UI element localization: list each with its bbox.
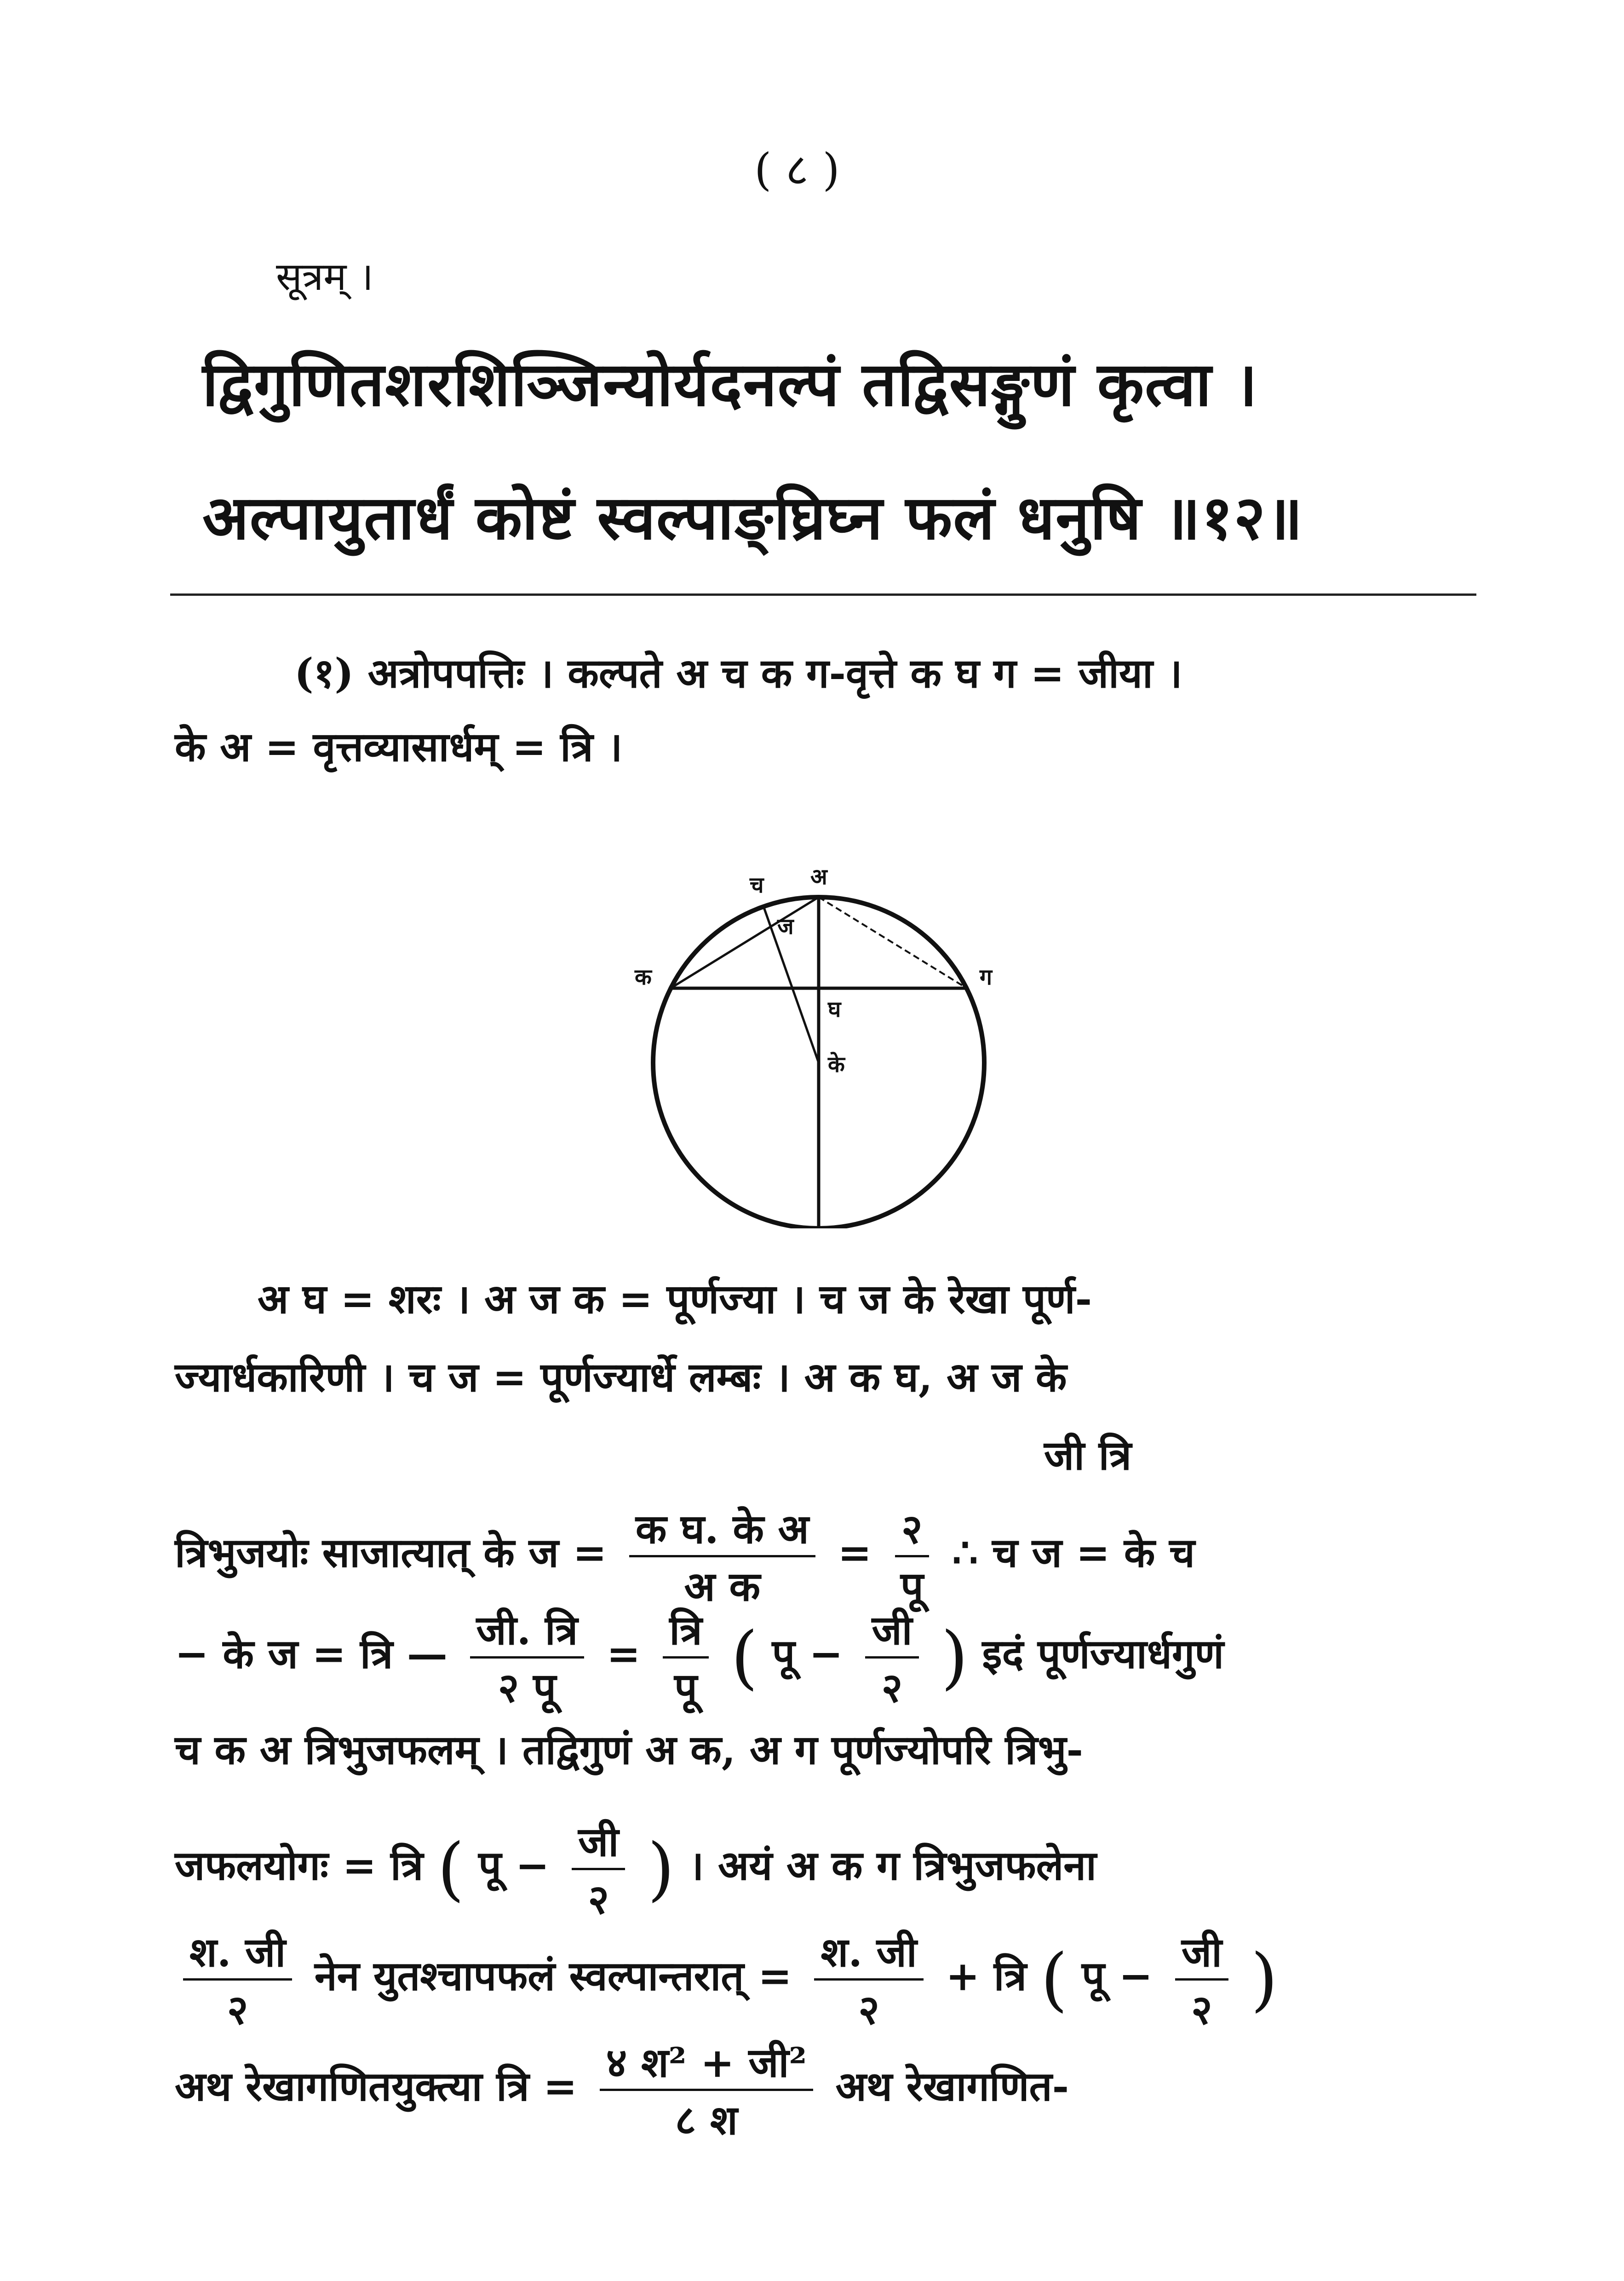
verse-line-2: अल्पायुतार्धं कोष्टं स्वल्पाङ्घ्रिघ्न फलं धनुषि ॥१२॥	[202, 482, 1304, 553]
arc-chord-left	[671, 897, 819, 988]
verse-line-1: द्विगुणितशरशिञ्जिन्योर्यदनल्पं तद्विसङ्गुणं कृत्वा ।	[202, 349, 1258, 420]
l6-frac-2-den: पू	[674, 1664, 697, 1711]
l5-post: ∴ च ज = के च	[952, 1528, 1195, 1577]
l6-frac-3-den: २	[881, 1664, 903, 1711]
page-number: ( ८ )	[754, 144, 840, 196]
arc-chord-right	[819, 897, 967, 988]
circle-figure	[612, 842, 1026, 1228]
l9-frac-1-num: श. जी	[183, 1923, 292, 1981]
l9-plus: + त्रि	[946, 1952, 1027, 2000]
l10-frac-den: ८ श	[675, 2096, 738, 2144]
l6-post: इदं पूर्णज्यार्धगुणं	[982, 1630, 1224, 1678]
l8-paren-close: )	[647, 1829, 675, 1909]
l6-frac-1-num: जी. त्रि	[470, 1601, 585, 1659]
l8-frac-num: जी	[572, 1813, 625, 1870]
l6-paren-open: (	[731, 1617, 758, 1698]
l6-par-a: पू −	[772, 1630, 843, 1678]
l5-frac-2	[894, 1500, 930, 1613]
math-line-5	[175, 1500, 1195, 1613]
l9-paren-close: )	[1251, 1939, 1278, 2020]
commentary-line-4: ज्यार्धकारिणी । च ज = पूर्णज्यार्धे लम्बः । अ क घ, अ ज के	[175, 1353, 1067, 1401]
l5-frac-1	[629, 1500, 815, 1613]
l5-frac-1-num: क घ. के अ	[629, 1500, 815, 1557]
l9-mid: नेन युतश्चापफलं स्वल्पान्तरात् =	[314, 1952, 792, 2000]
l10-post: अथ रेखागणित-	[835, 2062, 1069, 2110]
l9-frac-2-den: २	[858, 1986, 879, 2033]
l9-frac-2-num: श. जी	[814, 1923, 923, 1981]
math-line-9	[175, 1923, 1278, 2036]
label-a: अ	[810, 864, 827, 890]
l6-frac-2-num: त्रि	[663, 1601, 708, 1659]
l9-frac-1-den: २	[227, 1986, 248, 2033]
l8-pre: जफलयोगः = त्रि	[175, 1841, 424, 1889]
label-cha: च	[750, 872, 764, 898]
math-line-8	[175, 1813, 1096, 1925]
overline-ji-tri: जी त्रि	[1044, 1431, 1132, 1479]
label-ja: ज	[777, 914, 794, 939]
l8-frac-den: २	[588, 1875, 609, 1923]
commentary-line-1: (१) अत्रोपपत्तिः । कल्पते अ च क ग-वृत्ते क घ ग = जीया ।	[294, 649, 1182, 697]
l6-frac-1-den: २ पू	[498, 1664, 557, 1711]
circle-diagram	[612, 842, 1026, 1228]
label-ka: क	[635, 964, 652, 990]
l5-frac-2-den: पू	[900, 1562, 924, 1610]
l8-post: । अयं अ क ग त्रिभुजफलेना	[689, 1841, 1096, 1889]
l9-frac-3	[1175, 1923, 1228, 2036]
l6-pre: − के ज = त्रि —	[175, 1630, 448, 1678]
math-line-6	[175, 1601, 1224, 1714]
l6-frac-3-num: जी	[865, 1601, 918, 1659]
l10-frac-num: ४ श² + जी²	[600, 2033, 813, 2091]
l9-frac-2	[814, 1923, 923, 2036]
label-ga: ग	[980, 964, 993, 990]
label-gha: घ	[828, 996, 841, 1022]
label-ke: के	[828, 1052, 845, 1077]
l9-frac-3-den: २	[1191, 1986, 1212, 2033]
commentary-line-3: अ घ = शरः । अ ज क = पूर्णज्या । च ज के रेखा पूर्ण-	[258, 1275, 1092, 1323]
l6-frac-3	[865, 1601, 918, 1714]
sutra-label: सूत्रम् ।	[276, 254, 373, 299]
l8-par-a: पू −	[478, 1841, 550, 1889]
divider-rule	[170, 593, 1476, 596]
l5-frac-1-den: अ क	[684, 1562, 761, 1610]
l9-par-a: पू −	[1081, 1952, 1153, 2000]
l6-paren-close: )	[941, 1617, 968, 1698]
l5-pre: त्रिभुजयोः साजात्यात् के ज =	[175, 1528, 607, 1577]
commentary-line-7: च क अ त्रिभुजफलम् । तद्विगुणं अ क, अ ग पूर्णज्योपरि त्रिभु-	[175, 1726, 1083, 1774]
l9-paren-open: (	[1040, 1939, 1068, 2020]
math-line-10	[175, 2033, 1069, 2146]
l8-frac	[572, 1813, 625, 1925]
l5-eq: =	[838, 1528, 872, 1577]
l10-frac	[600, 2033, 813, 2146]
l5-frac-2-num: २	[895, 1500, 929, 1557]
l6-frac-2	[663, 1601, 708, 1714]
l10-pre: अथ रेखागणितयुक्त्या त्रि =	[175, 2062, 577, 2110]
l6-eq: =	[606, 1630, 641, 1678]
commentary-line-2: के अ = वृत्तव्यासार्धम् = त्रि ।	[175, 723, 623, 771]
l9-frac-3-num: जी	[1175, 1923, 1228, 1981]
l9-frac-1	[183, 1923, 292, 2036]
l6-frac-1	[470, 1601, 585, 1714]
l8-paren-open: (	[437, 1829, 465, 1909]
